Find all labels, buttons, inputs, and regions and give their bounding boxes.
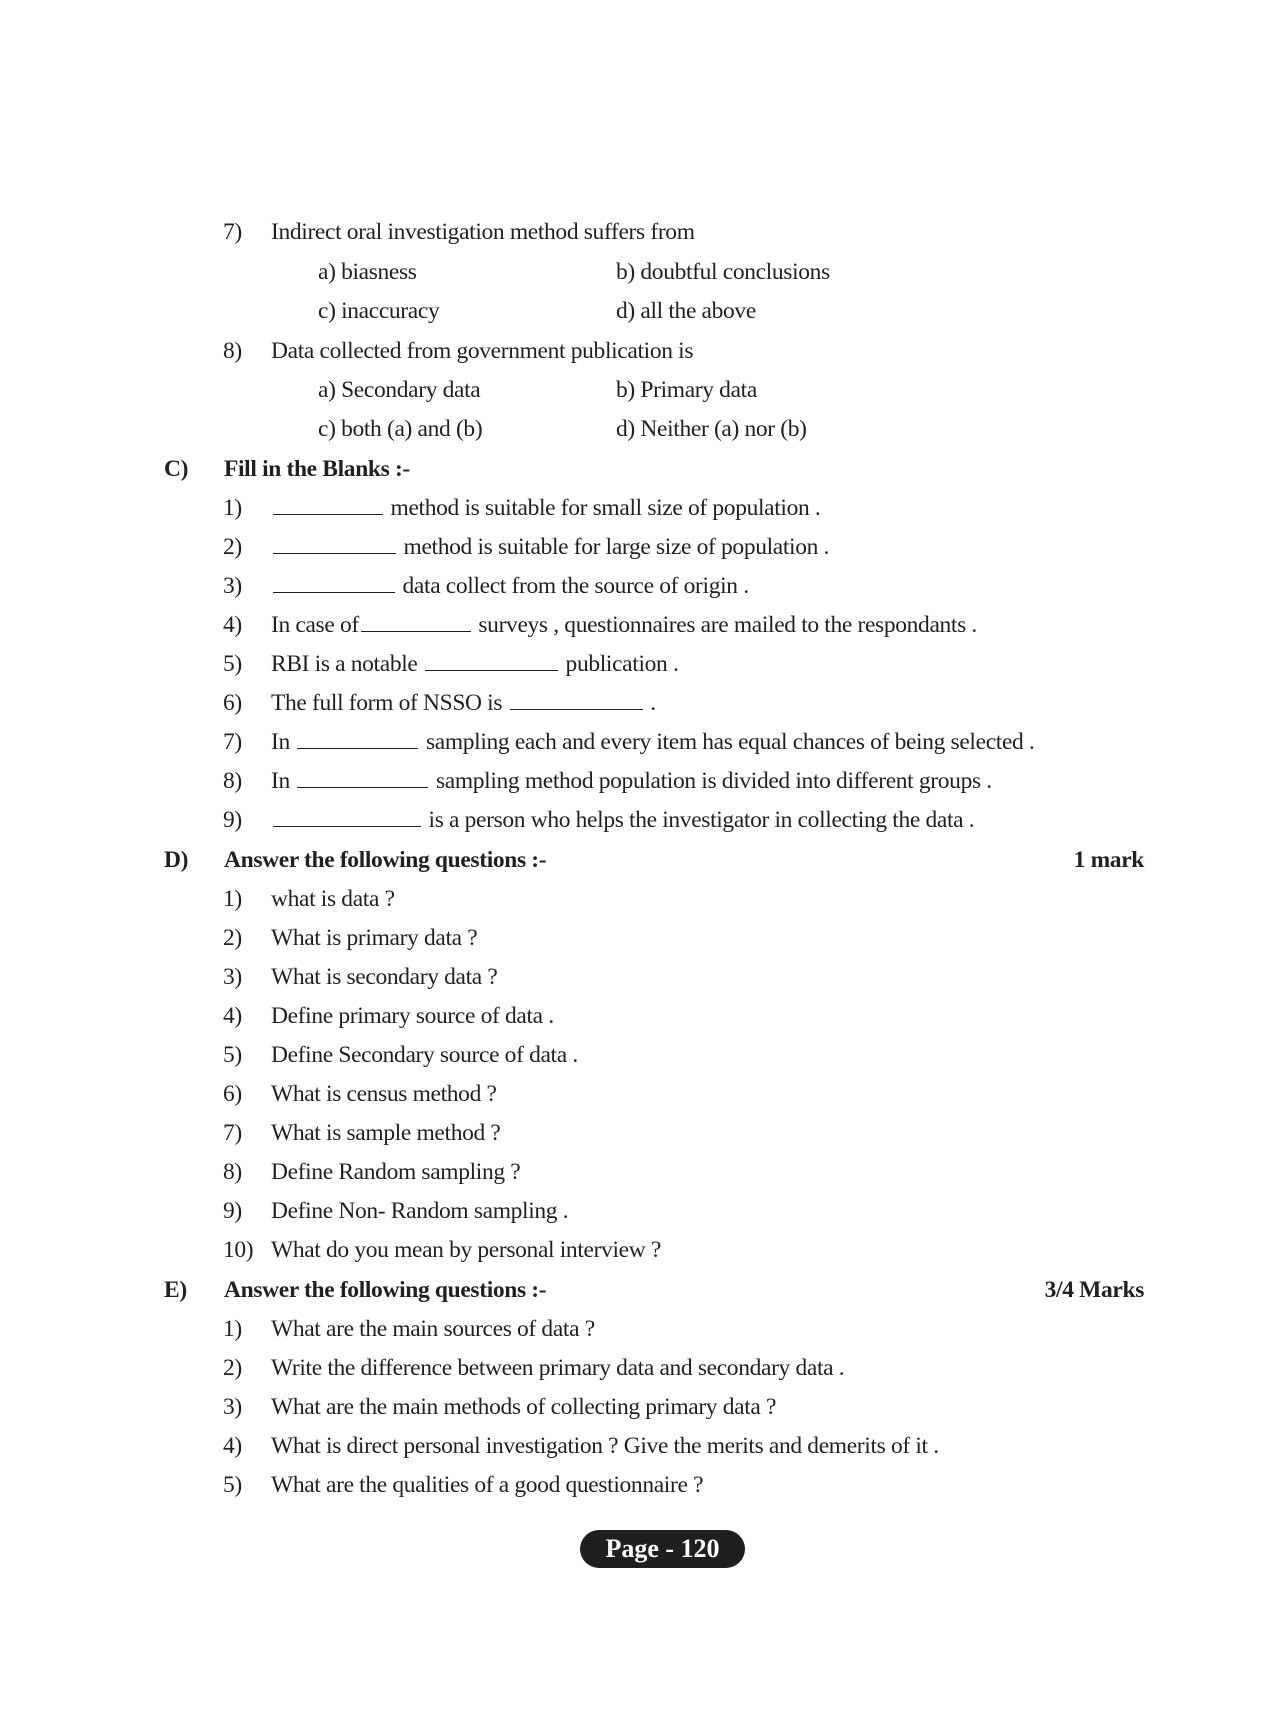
item-text: Define Non- Random sampling . [271,1198,569,1224]
answer-blank[interactable] [297,727,418,749]
item-number: 5) [223,1042,242,1068]
item-text: What is direct personal investigation ? Give the merits and demerits of it . [271,1433,939,1459]
item-text: Write the difference between primary data and secondary data . [271,1355,845,1381]
answer-blank[interactable] [297,766,428,788]
item-number: 2) [223,1355,242,1381]
item-number: 7) [223,729,242,755]
item-number: 4) [223,612,242,638]
text-after: method is suitable for small size of population . [390,495,821,521]
item-text: What is primary data ? [271,925,478,951]
question-item [0,1314,1275,1344]
item-text: Define primary source of data . [271,1003,554,1029]
answer-blank[interactable] [273,493,383,515]
item-text [271,610,977,640]
item-text: What is secondary data ? [271,964,498,990]
question-number: 8) [223,338,242,364]
mcq-options-row [0,414,1275,444]
item-text [271,805,974,835]
text-before: The full form of NSSO is [271,690,503,716]
text-before: In [271,768,290,794]
text-after: sampling each and every item has equal chances of being selected . [425,729,1035,755]
item-text: What do you mean by personal interview ? [271,1237,661,1263]
item-number: 6) [223,690,242,716]
item-number: 7) [223,1120,242,1146]
question-item [0,1196,1275,1226]
question-text: Indirect oral investigation method suffers from [271,219,695,245]
section-heading: Answer the following questions :- [224,847,547,873]
text-after: method is suitable for large size of population . [403,534,830,560]
item-text: What is sample method ? [271,1120,501,1146]
section-heading: Fill in the Blanks :- [224,456,410,482]
section-letter: D) [164,847,189,873]
answer-blank[interactable] [273,532,396,554]
item-number: 1) [223,495,242,521]
question-item [0,1353,1275,1383]
question-item [0,1079,1275,1109]
item-number: 3) [223,1394,242,1420]
answer-blank[interactable] [425,649,558,671]
item-number: 4) [223,1433,242,1459]
item-text [271,766,992,796]
item-text: Define Random sampling ? [271,1159,521,1185]
item-number: 10) [223,1237,254,1263]
fill-blank-item [0,493,1275,523]
item-number: 1) [223,886,242,912]
answer-blank[interactable] [273,571,395,593]
question-item [0,1157,1275,1187]
mcq-options-row [0,257,1275,287]
item-number: 5) [223,1472,242,1498]
mcq-question-8 [0,336,1275,366]
question-item [0,1470,1275,1500]
question-number: 7) [223,219,242,245]
option-a: a) biasness [318,259,417,285]
text-before: RBI is a notable [271,651,418,677]
fill-blank-item [0,805,1275,835]
text-after: sampling method population is divided into different groups . [435,768,992,794]
item-text: What are the main methods of collecting primary data ? [271,1394,777,1420]
question-item [0,1040,1275,1070]
marks-label: 1 mark [1073,847,1144,873]
answer-blank[interactable] [361,610,471,632]
option-b: b) Primary data [616,377,757,403]
option-b: b) doubtful conclusions [616,259,830,285]
text-after: is a person who helps the investigator in collecting the data . [428,807,975,833]
item-text: what is data ? [271,886,395,912]
item-text [271,532,829,562]
question-text: Data collected from government publication is [271,338,694,364]
page-number-badge: Page - 120 [580,1530,745,1568]
fill-blank-item [0,688,1275,718]
item-number: 9) [223,1198,242,1224]
fill-blank-item [0,610,1275,640]
item-number: 8) [223,768,242,794]
item-text [271,493,820,523]
item-text: What are the main sources of data ? [271,1316,595,1342]
text-after: . [650,690,656,716]
marks-label: 3/4 Marks [1044,1277,1144,1303]
item-text [271,649,678,679]
item-text: What are the qualities of a good questionnaire ? [271,1472,704,1498]
item-number: 2) [223,534,242,560]
item-text: What is census method ? [271,1081,497,1107]
question-item [0,1001,1275,1031]
question-item [0,962,1275,992]
item-number: 8) [223,1159,242,1185]
item-text [271,571,749,601]
option-d: d) Neither (a) nor (b) [616,416,807,442]
answer-blank[interactable] [510,688,643,710]
section-heading: Answer the following questions :- [224,1277,547,1303]
section-letter: E) [164,1277,187,1303]
fill-blank-item [0,766,1275,796]
text-after: data collect from the source of origin . [402,573,749,599]
question-item [0,1118,1275,1148]
question-item [0,1431,1275,1461]
item-number: 3) [223,964,242,990]
option-c: c) both (a) and (b) [318,416,483,442]
mcq-options-row [0,296,1275,326]
item-number: 6) [223,1081,242,1107]
answer-blank[interactable] [273,805,421,827]
section-d-header [0,845,1275,875]
item-number: 4) [223,1003,242,1029]
question-item [0,1235,1275,1265]
mcq-options-row [0,375,1275,405]
question-item [0,923,1275,953]
section-c-header [0,454,1275,484]
question-item [0,884,1275,914]
option-a: a) Secondary data [318,377,481,403]
item-text [271,688,656,718]
fill-blank-item [0,571,1275,601]
fill-blank-item [0,727,1275,757]
item-number: 5) [223,651,242,677]
text-after: surveys , questionnaires are mailed to the respondants . [478,612,977,638]
item-number: 9) [223,807,242,833]
section-letter: C) [164,456,189,482]
text-before: In case of [271,612,359,638]
item-text [271,727,1035,757]
text-after: publication . [565,651,679,677]
fill-blank-item [0,532,1275,562]
item-number: 3) [223,573,242,599]
fill-blank-item [0,649,1275,679]
question-item [0,1392,1275,1422]
item-text: Define Secondary source of data . [271,1042,578,1068]
text-before: In [271,729,290,755]
mcq-question-7 [0,217,1275,247]
item-number: 2) [223,925,242,951]
section-e-header [0,1275,1275,1305]
option-d: d) all the above [616,298,756,324]
option-c: c) inaccuracy [318,298,440,324]
item-number: 1) [223,1316,242,1342]
